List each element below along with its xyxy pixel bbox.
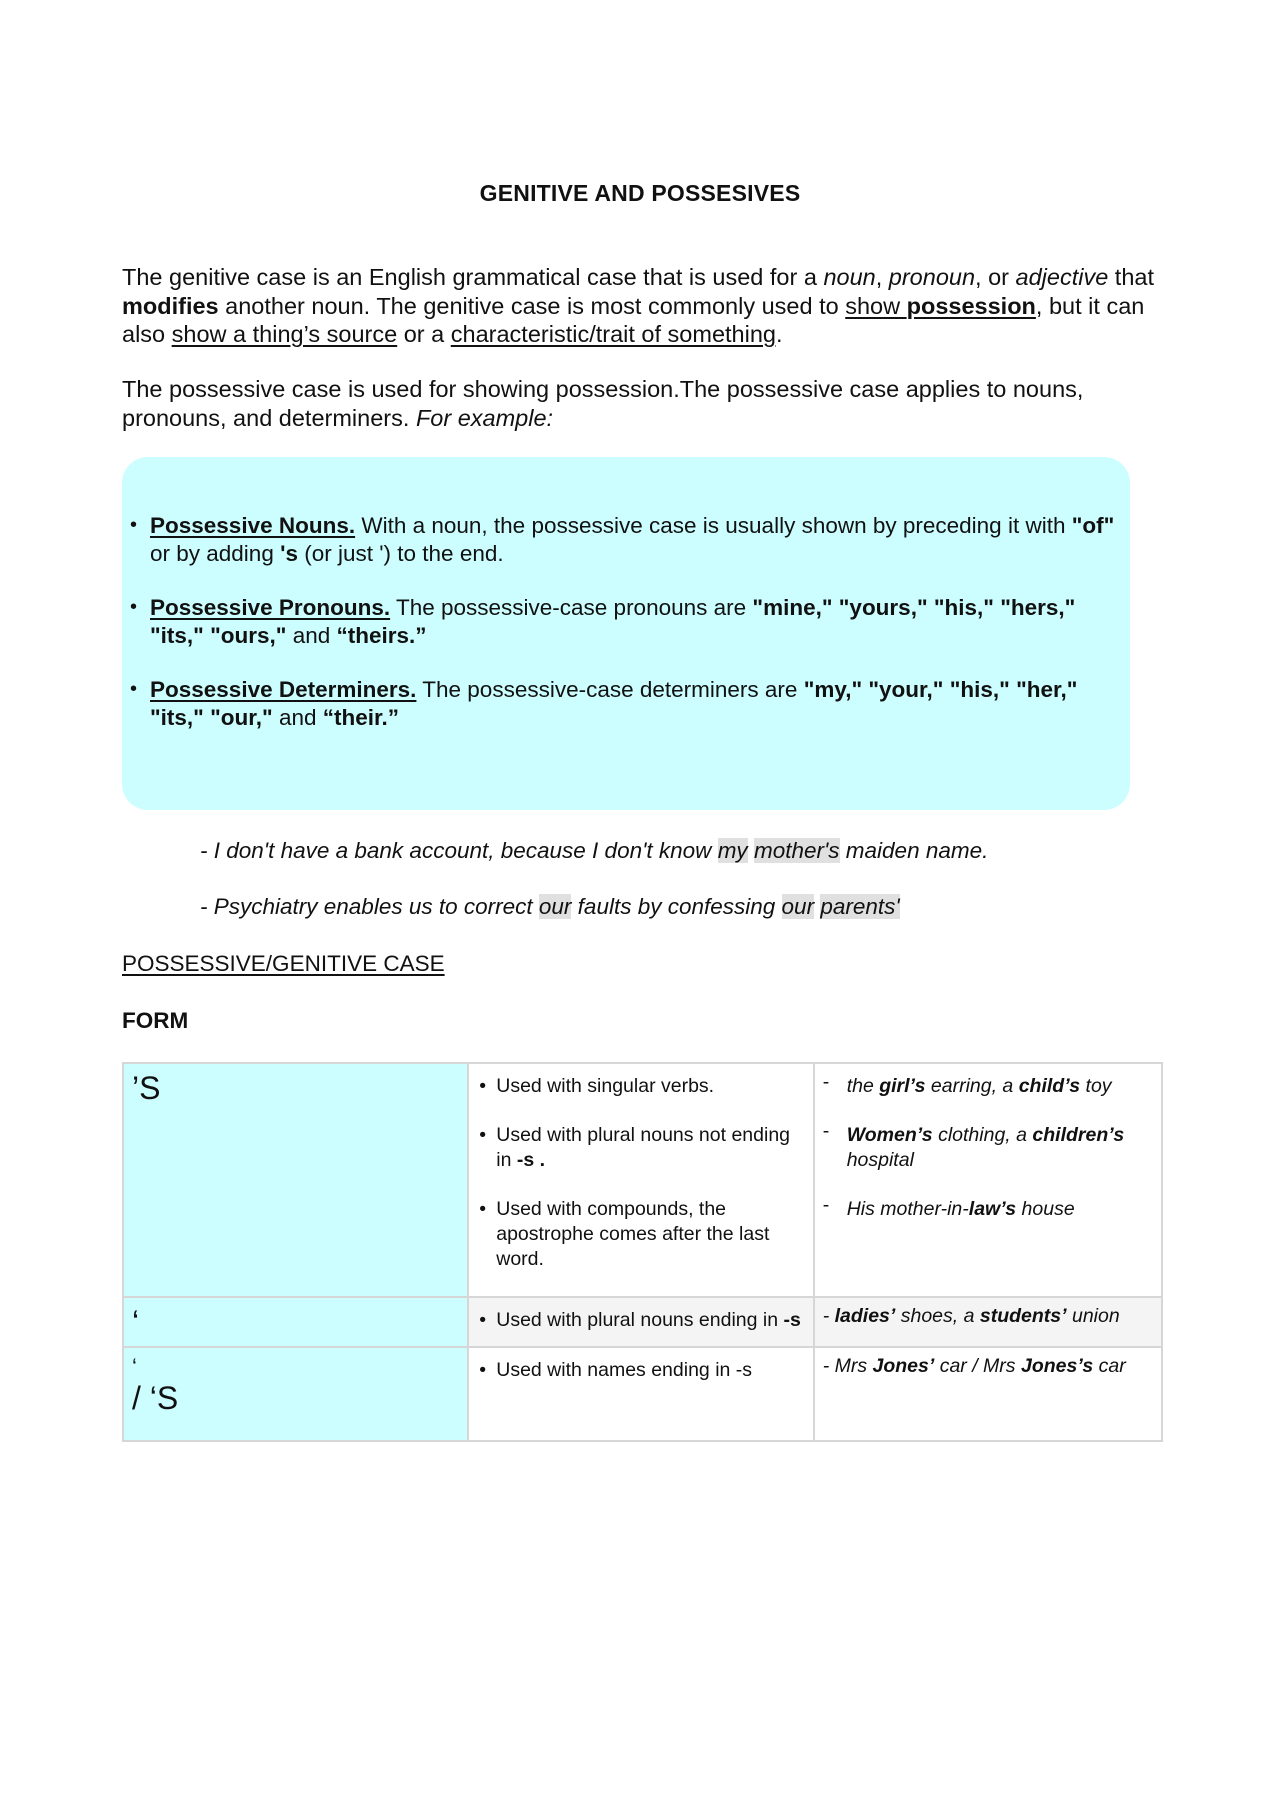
underlined-trait: characteristic/trait of something [450,321,776,347]
term-adjective: adjective [1015,264,1109,290]
example-cell [814,1297,1162,1347]
bold-run: 's [280,541,298,566]
bullet-dot: • [130,514,138,536]
example-sentence-1 [200,838,988,864]
form-mark: ‘ [132,1354,137,1379]
example-sentence-2 [200,894,900,920]
text-run: - I don't have a bank account, because I don't know [200,838,718,863]
bold-run: ladies’ [834,1305,896,1327]
underlined-show: show [845,292,907,319]
example-item [822,1194,1153,1222]
usage-item [477,1197,804,1272]
possessive-form-table [122,1062,1163,1442]
bold-run: “theirs.” [336,623,427,648]
term-modifies: modifies [122,292,219,319]
section-heading: POSSESSIVE/GENITIVE CASE [122,951,445,976]
for-example-label: For example: [415,404,554,431]
bullet-dot: • [130,678,138,700]
dash-marker: - [822,1071,830,1093]
form-cell [123,1347,468,1441]
text-run: maiden name. [839,838,989,863]
page-title: GENITIVE AND POSSESIVES [479,180,801,206]
usage-cell [468,1297,813,1347]
text-run: The possessive-case determiners are [416,677,804,702]
text-run: house [1016,1198,1075,1220]
highlighted-word: mother's [753,838,840,863]
text-run: clothing, a [932,1124,1033,1146]
bold-run: -s [783,1309,801,1331]
dash-marker: - [822,1120,830,1142]
bold-run: Jones’ [872,1355,935,1377]
text-run: Used with compounds, the apostrophe comes after the last word. [496,1198,770,1270]
text-run: earring, a [925,1075,1019,1097]
bold-run: Jones’s [1020,1355,1094,1377]
text-run: , or [975,264,1016,290]
bold-run: "of" [1071,513,1115,538]
usage-item [477,1358,804,1383]
bullet-heading: Possessive Nouns. [150,513,356,538]
possessive-definition-paragraph [122,375,1172,432]
term-noun: noun [823,264,876,290]
bold-run: -s . [516,1149,546,1171]
term-possession: possession [906,292,1036,319]
form-cell: ‘ [123,1297,468,1347]
bullet-heading: Possessive Determiners. [150,677,417,702]
table-row [123,1347,1162,1441]
bold-run: law’s [968,1198,1017,1220]
bold-run: girl’s [879,1075,926,1097]
text-run: or by adding [150,541,281,566]
bold-run: students’ [979,1305,1067,1327]
form-label: FORM [122,1008,189,1033]
text-run: Used with singular verbs. [496,1075,715,1097]
dash-marker: - [822,1194,830,1216]
usage-cell [468,1063,813,1297]
text-run: The genitive case is an English grammatical case that is used for a [122,264,824,290]
highlighted-word: our [538,894,572,919]
bold-run: "my," "your," "his," "her," "its," "our," [150,677,1078,730]
text-run: Used with plural nouns not ending in [496,1124,791,1171]
genitive-definition-paragraph [122,263,1172,349]
bold-run: “their.” [322,705,400,730]
text-run: shoes, a [895,1305,980,1327]
text-run: His mother-in- [846,1198,969,1220]
text-run: hospital [846,1149,914,1171]
example-item [822,1071,1153,1099]
text-run: and [272,705,323,730]
possessive-types-list [128,512,1128,758]
bullet-possessive-pronouns [128,594,1128,650]
text-run [748,838,754,863]
text-run: car / Mrs [934,1355,1021,1377]
bold-run: Women’s [846,1124,933,1146]
text-run: - Mrs [822,1355,873,1377]
usage-item [477,1123,804,1173]
example-cell [814,1347,1162,1441]
form-mark: / ‘S [132,1380,179,1416]
form-cell: ’S [123,1063,468,1297]
usage-item [477,1074,804,1099]
bold-run: children’s [1032,1124,1125,1146]
table-row [123,1063,1162,1297]
text-run: , but it can also [122,292,1145,347]
usage-item [477,1308,804,1333]
text-run: The possessive case is used for showing possession.The possessive case applies to nouns, pronouns, and determiners. [122,376,1084,431]
text-run: The possessive-case pronouns are [390,595,753,620]
bullet-dot: • [479,1198,487,1220]
bullet-dot: • [479,1309,487,1331]
term-pronoun: pronoun [888,264,976,290]
example-item [822,1120,1153,1173]
bullet-dot: • [479,1359,487,1381]
text-run: Used with names ending in -s [496,1359,753,1381]
text-run: union [1066,1305,1120,1327]
text-run: and [286,623,337,648]
highlighted-word: my [717,838,748,863]
usage-cell [468,1347,813,1441]
bold-run: child’s [1018,1075,1081,1097]
text-run: . [775,321,783,347]
text-run: (or just ') to the end. [297,541,504,566]
text-run: , [875,264,889,290]
text-run: the [846,1075,880,1097]
highlighted-word: parents' [820,894,900,919]
bullet-possessive-determiners [128,676,1128,732]
text-run: car [1093,1355,1126,1377]
bold-run: "mine," "yours," "his," "hers," "its," "ours," [150,595,1076,648]
bullet-heading: Possessive Pronouns. [150,595,391,620]
bullet-dot: • [130,596,138,618]
text-run: or a [397,321,451,347]
example-cell [814,1063,1162,1297]
underlined-source: show a thing’s source [171,321,398,347]
text-run: Used with plural nouns ending in [496,1309,784,1331]
text-run: With a noun, the possessive case is usually shown by preceding it with [355,513,1072,538]
table-row [123,1297,1162,1347]
text-run: - Psychiatry enables us to correct [200,894,539,919]
text-run: toy [1080,1075,1112,1097]
highlighted-word: our [781,894,815,919]
text-run: another noun. The genitive case is most commonly used to [218,292,846,319]
bullet-dot: • [479,1124,487,1146]
bullet-possessive-nouns [128,512,1128,568]
text-run: that [1108,264,1154,290]
text-run: faults by confessing [571,894,782,919]
bullet-dot: • [479,1075,487,1097]
text-run: - [822,1305,835,1327]
